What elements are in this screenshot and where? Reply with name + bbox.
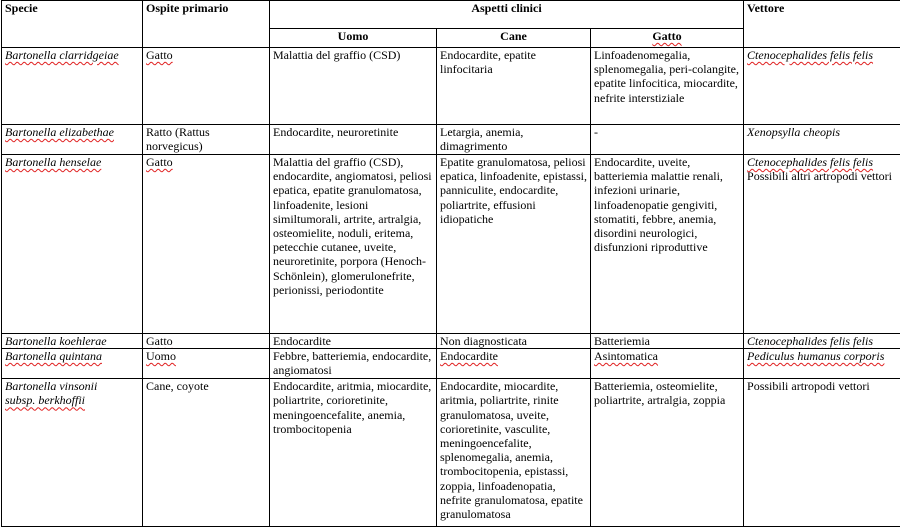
species-subsp: subsp. berkhoffii xyxy=(5,393,85,407)
cell-specie xyxy=(2,334,143,349)
cell-gatto xyxy=(591,349,744,379)
table-row xyxy=(2,334,900,349)
cell-gatto: Batteriemia xyxy=(591,334,744,349)
cell-vettore: Possibili artropodi vettori xyxy=(744,379,900,527)
cell-specie xyxy=(2,379,143,527)
host-name: Gatto xyxy=(146,155,173,169)
table-row xyxy=(2,379,900,527)
cell-ospite xyxy=(143,349,270,379)
vector-name: Ctenocephalides felis felis xyxy=(747,155,873,169)
cell-specie xyxy=(2,125,143,155)
header-cane: Cane xyxy=(437,29,591,48)
cell-uomo: Endocardite, aritmia, miocardite, poliartrite, corioretinite, meningoencefalite, anemia, trombocitopenia xyxy=(270,379,437,527)
vector-name: Ctenocephalides felis felis xyxy=(747,48,873,62)
header-gatto-text: Gatto xyxy=(652,29,681,43)
cell-gatto: Linfoadenomegalia, splenomegalia, peri-colangite, epatite linfocitica, miocardite, nefrite interstiziale xyxy=(591,48,744,125)
vector-name: Xenopsylla cheopis xyxy=(747,125,840,139)
cell-ospite xyxy=(143,334,270,349)
cell-vettore xyxy=(744,125,900,155)
cell-vettore xyxy=(744,349,900,379)
header-uomo: Uomo xyxy=(270,29,437,48)
species-name: Bartonella clarridgeiae xyxy=(5,48,119,62)
host-name: Uomo xyxy=(146,349,176,363)
cell-uomo: Malattia del graffio (CSD) xyxy=(270,48,437,125)
cell-ospite xyxy=(143,155,270,334)
vector-name: Ctenocephalides felis felis xyxy=(747,334,873,348)
cell-cane: Epatite granulomatosa, peliosi epatica, linfoadenite, epistassi, panniculite, endocardite, poliartrite, effusioni idiopatiche xyxy=(437,155,591,334)
cell-gatto: Endocardite, uveite, batteriemia malattie renali, infezioni urinarie, linfoadenopatie gengiviti, stomatiti, febbre, anemia, disordini neurologici, disfunzioni riproduttive xyxy=(591,155,744,334)
table-row xyxy=(2,155,900,334)
cell-specie xyxy=(2,48,143,125)
cell-ospite xyxy=(143,48,270,125)
cell-ospite: Ratto (Rattus norvegicus) xyxy=(143,125,270,155)
table-row xyxy=(2,48,900,125)
table-row xyxy=(2,125,900,155)
header-row-top xyxy=(2,1,900,29)
host-name: Gatto xyxy=(146,334,173,348)
header-gatto xyxy=(591,29,744,48)
cell-cane: Letargia, anemia, dimagrimento xyxy=(437,125,591,155)
gatto-text: Asintomatica xyxy=(594,349,658,363)
species-name: Bartonella elizabethae xyxy=(5,125,114,139)
cell-uomo: Endocardite xyxy=(270,334,437,349)
cell-uomo: Malattia del graffio (CSD), endocardite, angiomatosi, peliosi epatica, epatite granulomatosa, linfoadenite, lesioni similtumorali, artrite, artralgia, osteomielite, noduli, eritema, petecchie cutanee, uveite, neuroretinite, porpora (Henoch-Schönlein), glomerulonefrite, perionissi, periodontite xyxy=(270,155,437,334)
cell-gatto: Batteriemia, osteomielite, poliartrite, artralgia, zoppia xyxy=(591,379,744,527)
table-row xyxy=(2,349,900,379)
header-specie: Specie xyxy=(2,1,143,48)
cell-vettore xyxy=(744,334,900,349)
bartonella-table xyxy=(1,0,900,527)
species-name: Bartonella quintana xyxy=(5,349,102,363)
vector-name: Pediculus humanus corporis xyxy=(747,349,884,363)
cell-vettore xyxy=(744,155,900,334)
header-ospite-primario: Ospite primario xyxy=(143,1,270,48)
cell-cane: Endocardite, miocardite, aritmia, poliartrite, rinite granulomatosa, uveite, corioretinite, vasculite, meningoencefalite, splenomegalia, anemia, trombocitopenia, epistassi, zoppia, linfoadenopatia, nefrite granulomatosa, epatite granulomatosa xyxy=(437,379,591,527)
header-aspetti-clinici: Aspetti clinici xyxy=(270,1,744,29)
vector-extra: Possibili altri artropodi vettori xyxy=(747,169,892,183)
species-name: Bartonella vinsonii xyxy=(5,379,97,393)
cell-ospite: Cane, coyote xyxy=(143,379,270,527)
species-name: Bartonella henselae xyxy=(5,155,101,169)
cell-cane: Non diagnosticata xyxy=(437,334,591,349)
host-name: Gatto xyxy=(146,48,173,62)
cell-gatto: - xyxy=(591,125,744,155)
cell-specie xyxy=(2,349,143,379)
species-name: Bartonella koehlerae xyxy=(5,334,107,348)
cell-uomo: Febbre, batteriemia, endocardite, angiomatosi xyxy=(270,349,437,379)
cell-uomo: Endocardite, neuroretinite xyxy=(270,125,437,155)
cell-vettore xyxy=(744,48,900,125)
cane-text: Endocardite xyxy=(440,349,498,363)
cell-specie xyxy=(2,155,143,334)
cell-cane xyxy=(437,349,591,379)
header-vettore: Vettore xyxy=(744,1,900,48)
cell-cane: Endocardite, epatite linfocitaria xyxy=(437,48,591,125)
